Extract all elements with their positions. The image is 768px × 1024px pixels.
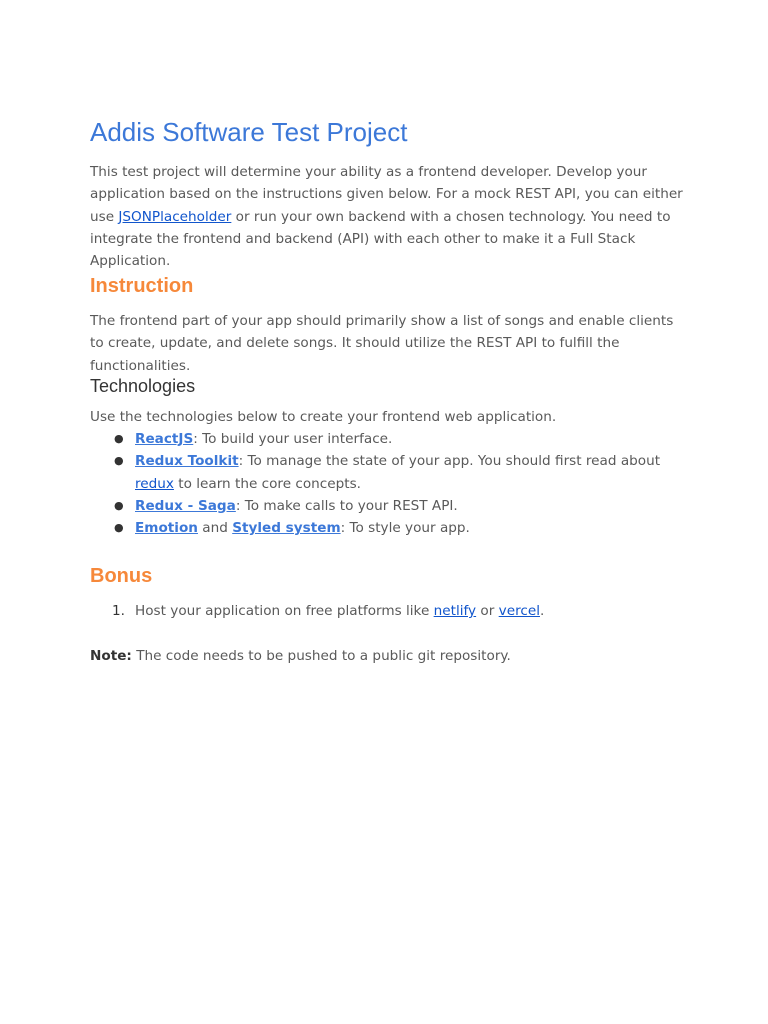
reactjs-description: : To build your user interface. (193, 431, 393, 447)
technologies-list (90, 428, 690, 539)
note-paragraph (90, 645, 690, 667)
bonus-list (90, 600, 690, 622)
hosting-joiner: or (476, 603, 499, 619)
redux-saga-description: : To make calls to your REST API. (235, 497, 458, 514)
hosting-text-after: . (539, 603, 545, 619)
list-item-redux-toolkit (90, 450, 690, 495)
reactjs-link[interactable]: ReactJS (135, 431, 194, 447)
bullet-icon: ● (114, 521, 124, 535)
styling-joiner: and (197, 520, 233, 537)
list-item-styling (90, 517, 690, 539)
styling-description: : To style your app. (340, 520, 470, 537)
list-item-hosting (90, 600, 690, 622)
document-title: Addis Software Test Project (90, 117, 408, 147)
list-item-reactjs (90, 428, 690, 450)
intro-text-before: This test project will determine your ability as a frontend developer. Develop your application based on the instructions given below. For a mock REST API, you can either use (90, 164, 683, 225)
instruction-heading: Instruction (90, 275, 194, 297)
list-number: 1. (112, 603, 125, 619)
list-item-redux-saga (90, 495, 690, 517)
hosting-text-before: Host your application on free platforms like (135, 603, 434, 619)
technologies-intro: Use the technologies below to create your frontend web application. (90, 409, 557, 425)
note-text: The code needs to be pushed to a public git repository. (131, 648, 511, 664)
intro-paragraph (90, 161, 690, 272)
instruction-paragraph: The frontend part of your app should primarily show a list of songs and enable clients to create, update, and delete songs. It should utilize the REST API to fulfill the functionalities. (90, 313, 674, 374)
bullet-icon: ● (114, 454, 124, 468)
technologies-heading: Technologies (90, 376, 196, 396)
styled-system-link[interactable]: Styled system (232, 520, 341, 537)
bullet-icon: ● (114, 432, 124, 445)
bullet-icon: ● (114, 498, 124, 512)
intro-text-after: or run your own backend with a chosen technology. You need to integrate the frontend and backend (API) with each other to make it a Full Stack Application. (90, 208, 671, 270)
redux-toolkit-description: : To manage the state of your app. You should first read about (238, 453, 661, 470)
emotion-link[interactable]: Emotion (135, 520, 198, 537)
redux-saga-link[interactable]: Redux - Saga (135, 497, 236, 514)
vercel-link[interactable]: vercel (498, 603, 540, 619)
redux-toolkit-link[interactable]: Redux Toolkit (135, 453, 239, 470)
bonus-heading: Bonus (90, 565, 153, 587)
redux-link[interactable]: redux (135, 475, 174, 492)
note-label: Note: (90, 648, 132, 664)
netlify-link[interactable]: netlify (433, 603, 477, 619)
redux-toolkit-description-end: to learn the core concepts. (173, 475, 361, 492)
jsonplaceholder-link[interactable]: JSONPlaceholder (118, 208, 232, 225)
